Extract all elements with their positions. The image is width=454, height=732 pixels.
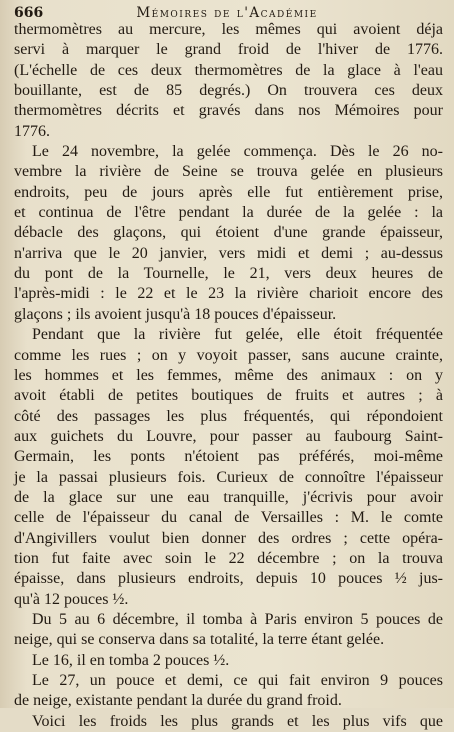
text-line: du pont de la Tournelle, le 21, vers deux heures de [14, 265, 443, 283]
text-line: neige, qui se conserva dans sa totalité, la terre étant gelée. [14, 631, 385, 649]
text-line: débacle des glaçons, qui étoient d'une grande épaisseur, [14, 224, 443, 242]
text-line: de neige, existante pendant la durée du grand froid. [14, 692, 342, 710]
text-line: Le 24 novembre, la gelée commença. Dès le 26 no- [32, 143, 443, 161]
text-line: les hommes et les femmes, même des animaux : on y [14, 366, 443, 384]
text-line: Du 5 au 6 décembre, il tomba à Paris environ 5 pouces de [32, 610, 443, 628]
text-line: avoit établi de petites boutiques de fruits et autres ; à [14, 387, 443, 405]
text-line: Le 27, un pouce et demi, ce qui fait environ 9 pouces [32, 672, 443, 689]
text-line: d'Angivillers voulut bien donner des ordres ; cette opéra- [14, 529, 443, 547]
text-line: glaçons ; ils avoient jusqu'à 18 pouces d'épaisseur. [14, 305, 337, 323]
text-line: servi à marquer le grand froid de l'hiver de 1776. [14, 41, 443, 59]
text-line: vembre la rivière de Seine se trouva gelée en plusieurs [14, 163, 443, 181]
text-line: Le 16, il en tomba 2 pouces ½. [32, 651, 230, 669]
text-line: bouillante, est de 85 degrés.) On trouvera ces deux [14, 82, 443, 100]
body-text [14, 20, 443, 732]
text-line: comme les rues ; on y voyoit passer, sans aucune crainte, [14, 346, 443, 364]
text-line: je la passai plusieurs fois. Curieux de connoître l'épaisseur [14, 468, 443, 486]
text-line: tion fut faite avec soin le 22 décembre ; on la trouva [14, 549, 443, 567]
text-line: épaisse, dans plusieurs endroits, depuis 10 pouces ½ jus- [14, 570, 443, 588]
text-line: celle de l'épaisseur du canal de Versailles : M. le comte [14, 509, 443, 527]
text-line: Pendant que la rivière fut gelée, elle étoit fréquentée [32, 326, 443, 344]
page-number: 666 [14, 5, 44, 21]
text-line: 1776. [14, 122, 50, 140]
running-title: Mémoires de l'Académie [136, 5, 318, 21]
text-line: et continua de l'être pendant la durée de la gelée : la [14, 204, 443, 222]
text-line: Voici les froids les plus grands et les plus vifs que [32, 712, 443, 730]
text-line: qu'à 12 pouces ½. [14, 590, 129, 608]
text-line: l'après-midi : le 22 et le 23 la rivière charioit encore des [14, 285, 443, 303]
text-line: aux guichets du Louvre, pour passer au faubourg Saint- [14, 427, 443, 445]
text-line: de la glace sur une eau tranquille, j'écrivis pour avoir [14, 488, 443, 506]
text-line: Germain, les ponts n'étoient pas préférés, moi-même [14, 448, 443, 466]
text-line: thermomètres décrits et gravés dans nos Mémoires pour [14, 102, 443, 120]
text-line: endroits, peu de jours après elle fut entièrement prise, [14, 183, 443, 201]
text-line: n'arriva que le 20 janvier, vers midi et demi ; au-dessus [14, 244, 443, 262]
text-line: thermomètres au mercure, les mêmes qui avoient déja [14, 21, 443, 38]
text-line: (L'échelle de ces deux thermomètres de la glace à l'eau [14, 61, 443, 79]
text-line: côté des passages les plus fréquentés, qui répondoient [14, 407, 443, 425]
